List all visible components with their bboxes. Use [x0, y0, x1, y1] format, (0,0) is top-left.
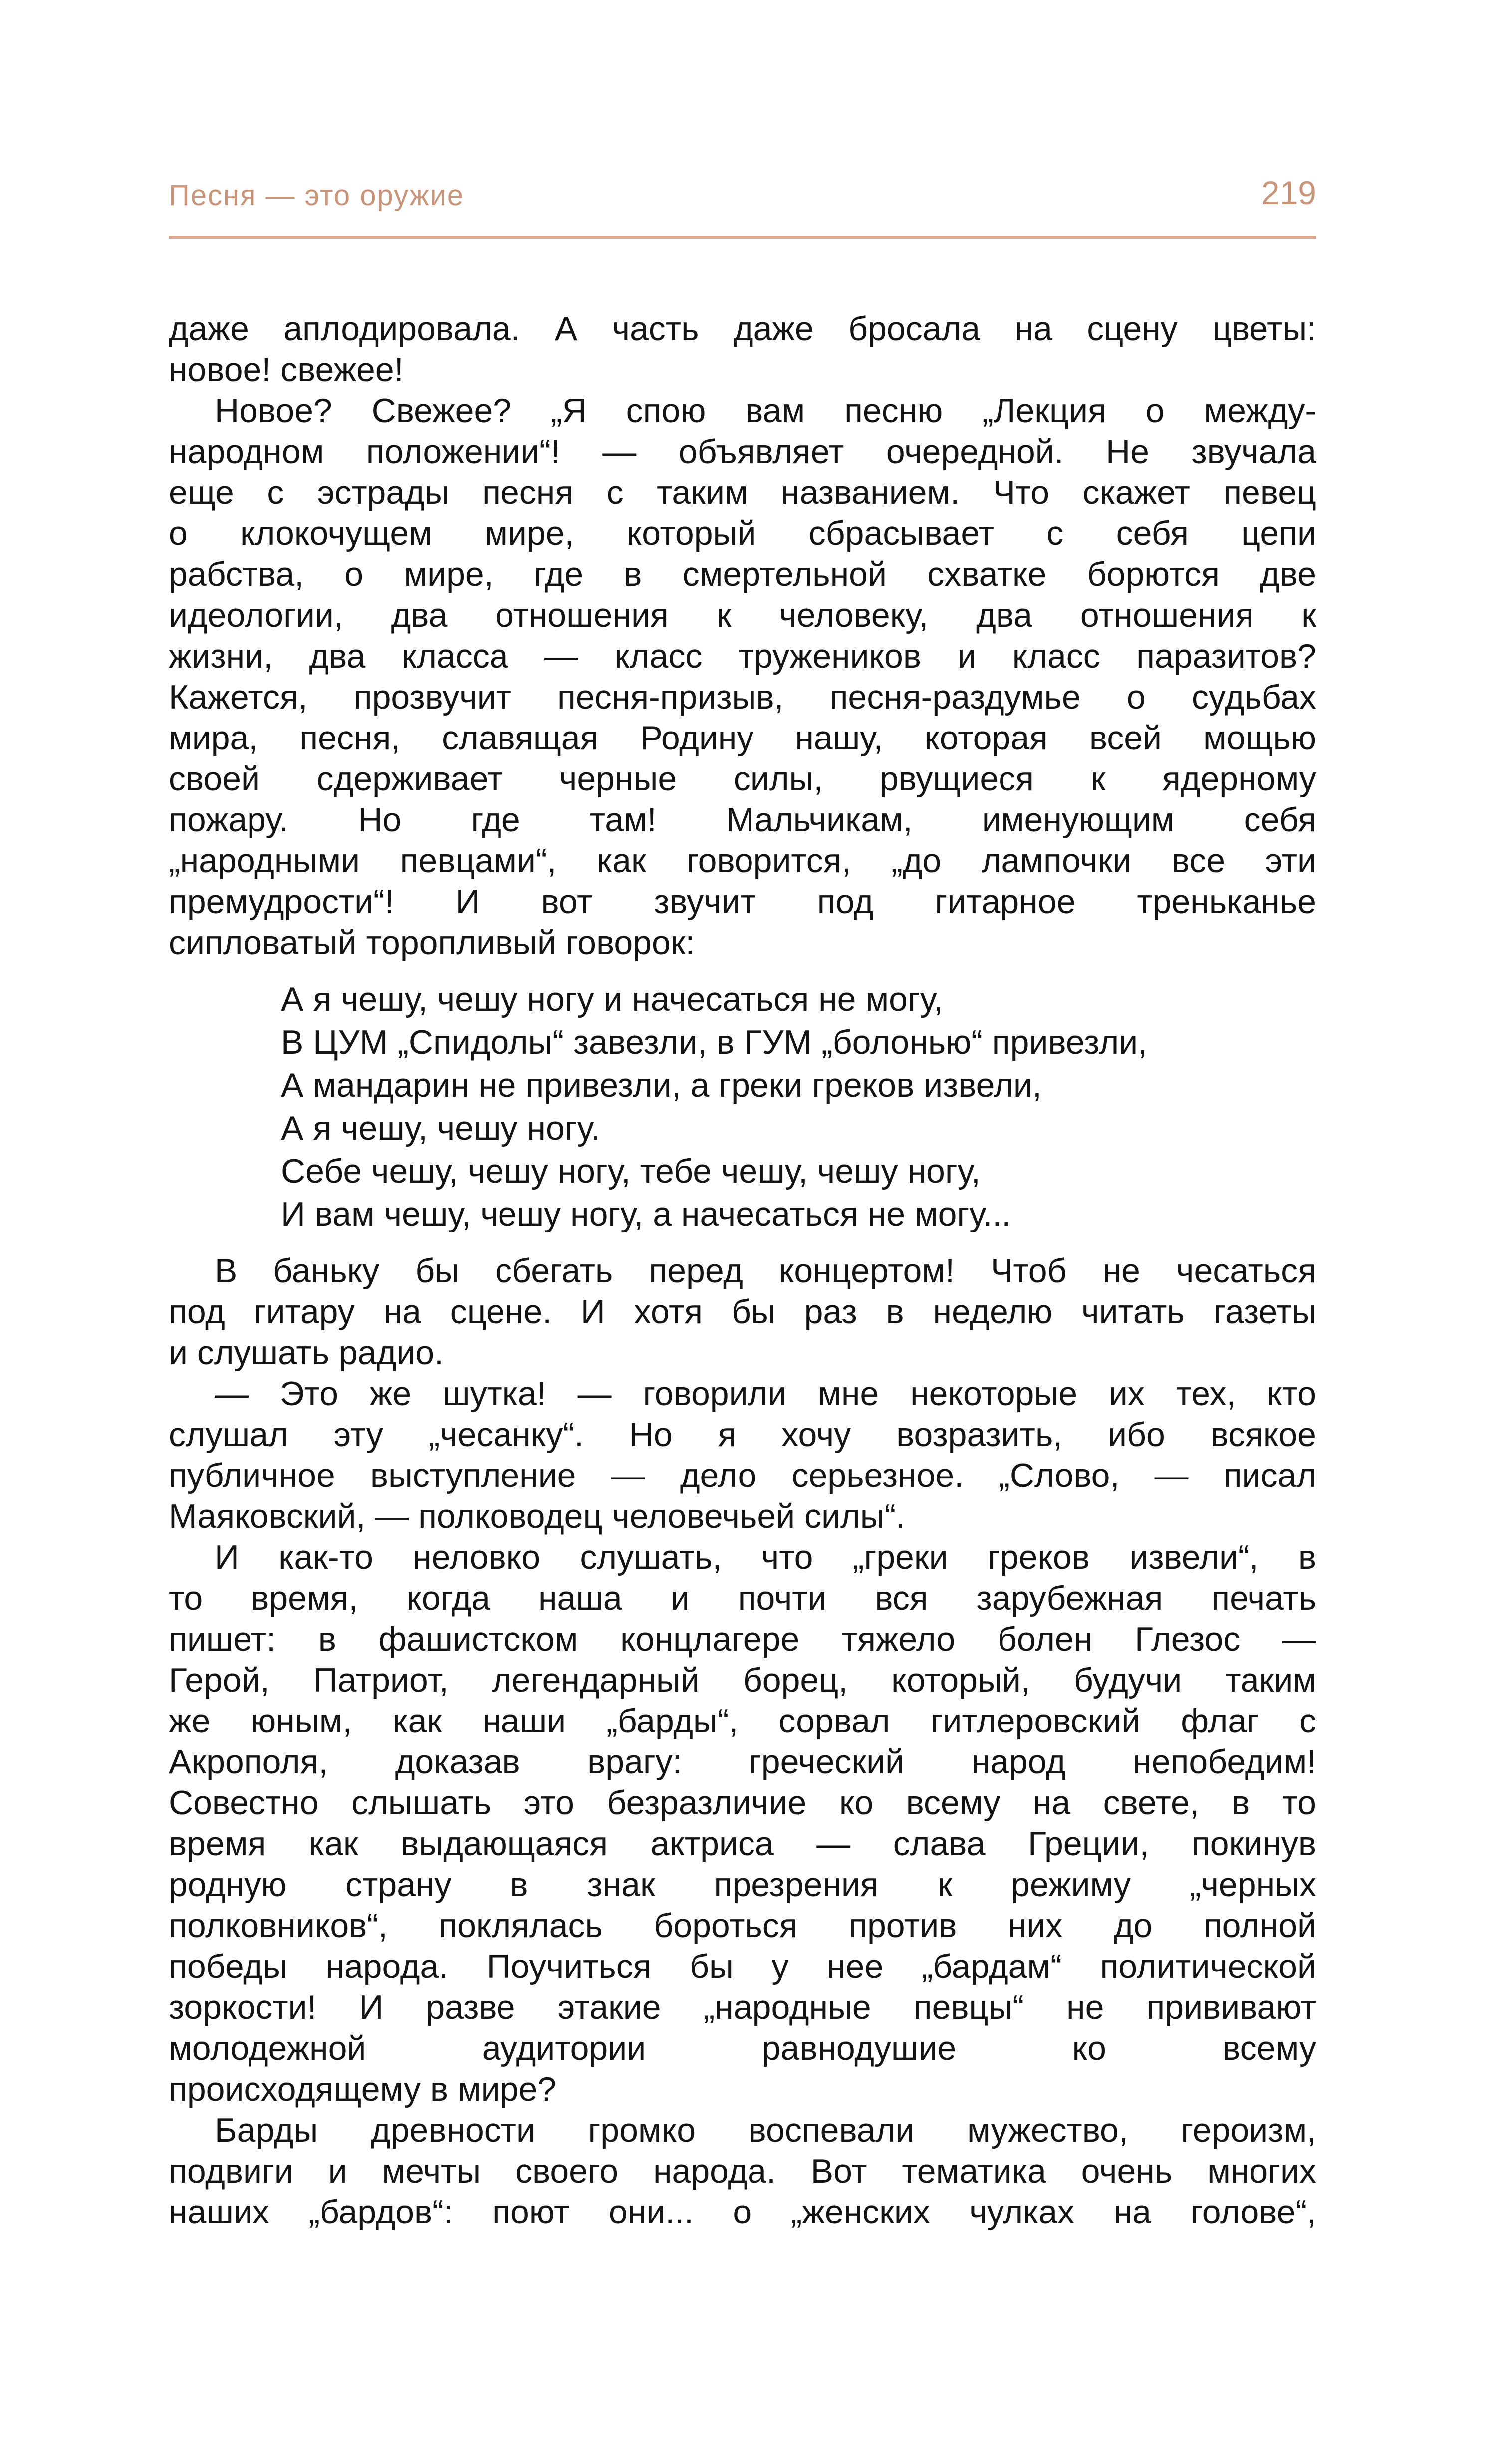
text-line: В баньку бы сбегать перед концертом! Чтоб не чесаться	[215, 1252, 1316, 1290]
text-line: — Это же шутка! — говорили мне некоторые их тех, кто	[215, 1375, 1316, 1413]
header-rule	[169, 236, 1316, 239]
text-line: подвиги и мечты своего народа. Вот тематика очень многих	[169, 2152, 1316, 2190]
text-line: под гитару на сцене. И хотя бы раз в неделю читать газеты	[169, 1293, 1316, 1331]
text-line: зоркости! И разве этакие „народные певцы“ не прививают	[169, 1988, 1316, 2026]
text-line: и слушать радио.	[169, 1334, 444, 1372]
page-number: 219	[1261, 174, 1316, 211]
verse-line: И вам чешу, чешу ногу, а начесаться не могу...	[281, 1195, 1011, 1233]
text-line: жизни, два класса — класс тружеников и класс паразитов?	[169, 637, 1316, 675]
text-line: Акрополя, доказав врагу: греческий народ непобедим!	[169, 1743, 1316, 1781]
text-line: Барды древности громко воспевали мужество, героизм,	[215, 2111, 1316, 2149]
page-header	[169, 174, 1316, 219]
verse-line: А я чешу, чешу ногу.	[281, 1109, 600, 1147]
text-line: полковников“, поклялась бороться против них до полной	[169, 1907, 1316, 1945]
text-line: рабства, о мире, где в смертельной схватке борются две	[169, 555, 1316, 593]
text-line: мира, песня, славящая Родину нашу, которая всей мощью	[169, 719, 1316, 757]
text-line: слушал эту „чесанку“. Но я хочу возразить, ибо всякое	[169, 1416, 1316, 1454]
text-line: происходящему в мире?	[169, 2070, 557, 2108]
text-line: пишет: в фашистском концлагере тяжело болен Глезос —	[169, 1620, 1316, 1658]
body-text	[169, 308, 1316, 2232]
text-line: молодежной аудитории равнодушие ко всему	[169, 2029, 1316, 2067]
verse-line: В ЦУМ „Спидолы“ завезли, в ГУМ „болонью“ привезли,	[281, 1023, 1148, 1061]
text-line: еще с эстрады песня с таким названием. Что скажет певец	[169, 474, 1316, 511]
verse-quote	[169, 978, 1316, 1235]
text-line: Маяковский, — полководец человечьей силы“.	[169, 1497, 906, 1535]
paragraph-3	[169, 1250, 1316, 1373]
text-line: Герой, Патриот, легендарный борец, который, будучи таким	[169, 1661, 1316, 1699]
paragraph-4	[169, 1373, 1316, 1537]
text-line: победы народа. Поучиться бы у нее „бардам“ политической	[169, 1948, 1316, 1985]
verse-line: Себе чешу, чешу ногу, тебе чешу, чешу ногу,	[281, 1152, 981, 1190]
paragraph-5	[169, 1537, 1316, 2110]
paragraph-1	[169, 308, 1316, 390]
text-line: сипловатый торопливый говорок:	[169, 924, 695, 962]
text-line: Кажется, прозвучит песня-призыв, песня-раздумье о судьбах	[169, 678, 1316, 716]
text-line: новое! свежее!	[169, 351, 404, 389]
paragraph-6	[169, 2110, 1316, 2232]
text-line: Новое? Свежее? „Я спою вам песню „Лекция о между-	[215, 392, 1316, 430]
text-line: И как-то неловко слушать, что „греки греков извели“, в	[215, 1538, 1316, 1576]
text-line: даже аплодировала. А часть даже бросала на сцену цветы:	[169, 310, 1316, 348]
verse-line: А мандарин не привезли, а греки греков извели,	[281, 1066, 1042, 1104]
text-line: родную страну в знак презрения к режиму „черных	[169, 1866, 1316, 1904]
text-line: премудрости“! И вот звучит под гитарное треньканье	[169, 883, 1316, 921]
text-line: „народными певцами“, как говорится, „до лампочки все эти	[169, 842, 1316, 880]
text-line: пожару. Но где там! Мальчикам, именующим себя	[169, 801, 1316, 839]
text-line: о клокочущем мире, который сбрасывает с себя цепи	[169, 514, 1316, 552]
text-line: то время, когда наша и почти вся зарубежная печать	[169, 1579, 1316, 1617]
text-line: Совестно слышать это безразличие ко всему на свете, в то	[169, 1784, 1316, 1822]
text-line: своей сдерживает черные силы, рвущиеся к ядерному	[169, 760, 1316, 798]
text-line: время как выдающаяся актриса — слава Греции, покинув	[169, 1825, 1316, 1863]
text-line: публичное выступление — дело серьезное. „Слово, — писал	[169, 1457, 1316, 1494]
text-line: народном положении“! — объявляет очередной. Не звучала	[169, 433, 1316, 471]
text-line: наших „бардов“: поют они... о „женских чулках на голове“,	[169, 2193, 1316, 2231]
verse-line: А я чешу, чешу ногу и начесаться не могу,	[281, 981, 943, 1018]
paragraph-2	[169, 390, 1316, 963]
text-line: же юным, как наши „барды“, сорвал гитлеровский флаг с	[169, 1702, 1316, 1740]
text-line: идеологии, два отношения к человеку, два отношения к	[169, 596, 1316, 634]
running-title: Песня — это оружие	[169, 179, 465, 212]
